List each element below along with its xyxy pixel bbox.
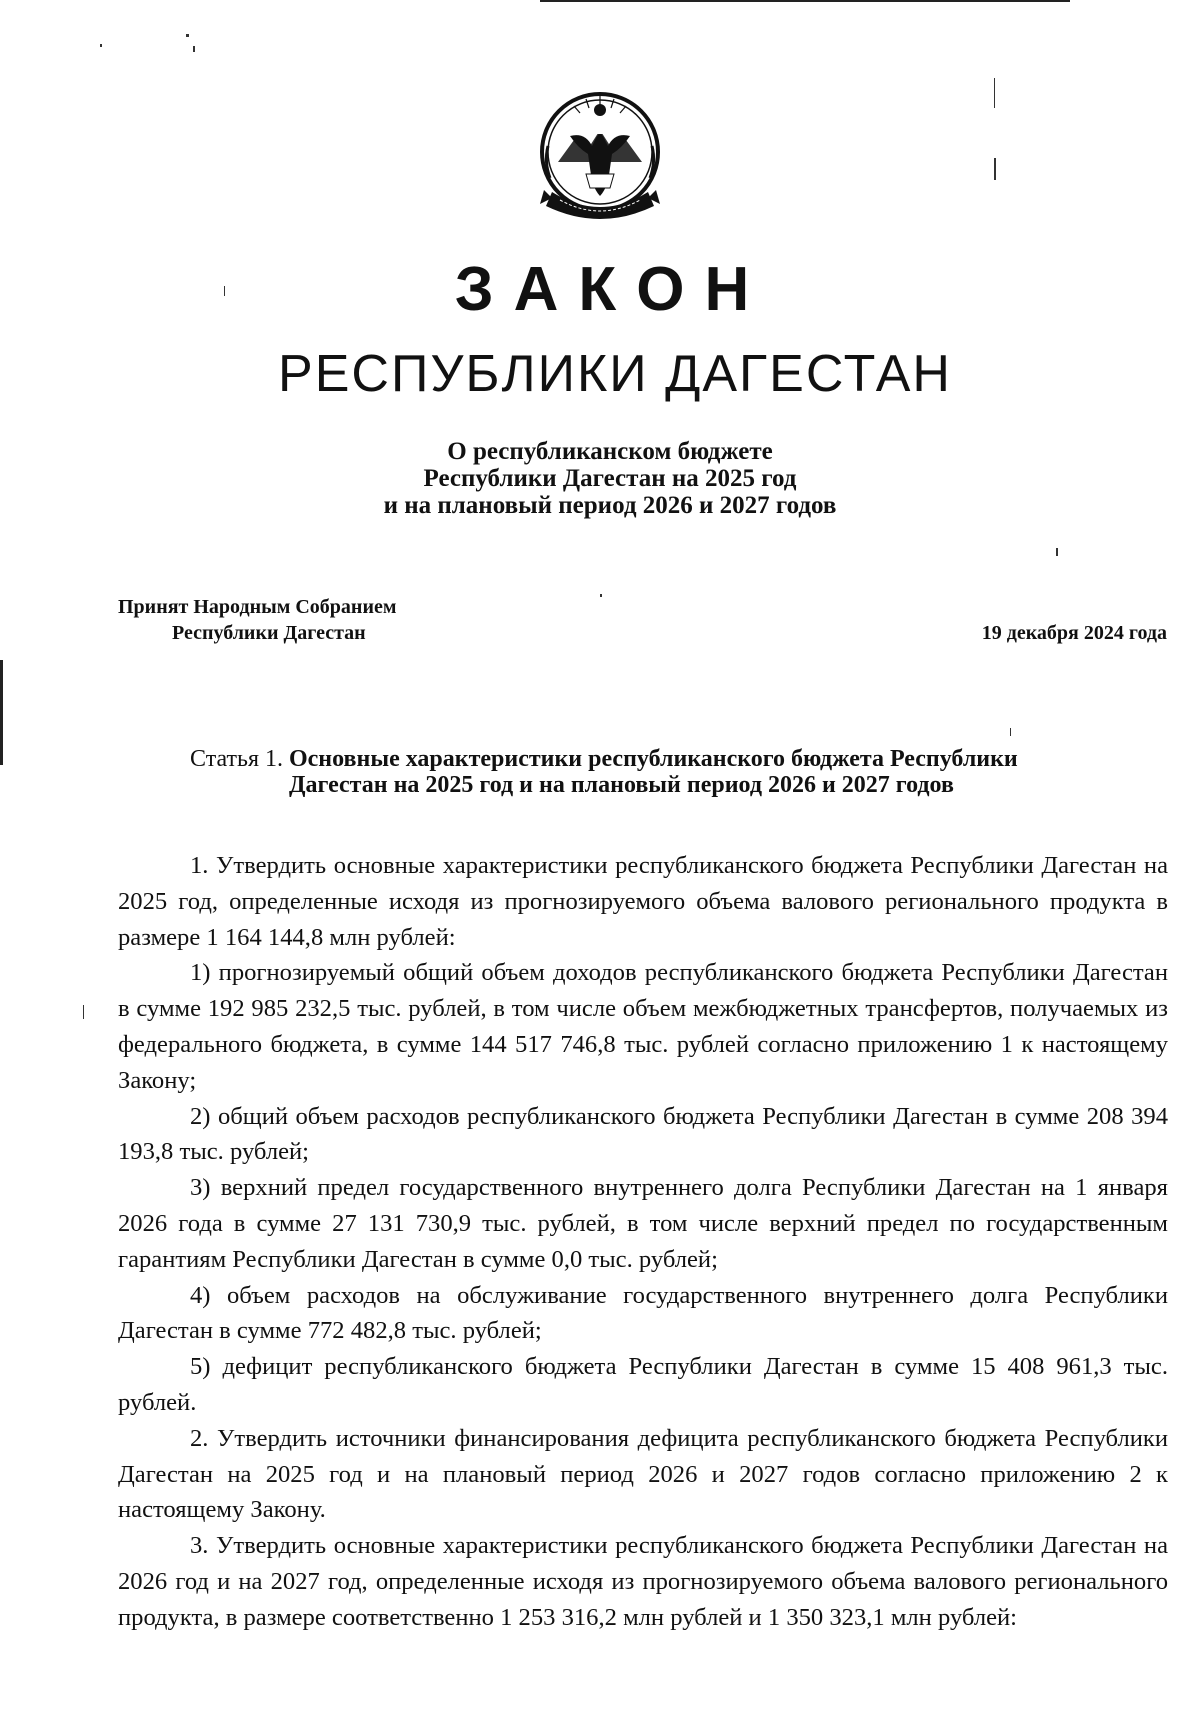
law-subject-line: и на плановый период 2026 и 2027 годов xyxy=(383,492,837,519)
adoption-line: Принят Народным Собранием xyxy=(118,596,397,618)
paragraph: 3) верхний предел государственного внутреннего долга Республики Дагестан на 1 января 2026 года в сумме 27 131 730,9 тыс. рублей, в том числе верхний предел по государственным гарантиям Республики Дагестан в сумме 0,0 тыс. рублей; xyxy=(118,1174,1168,1273)
law-subject-line: О республиканском бюджете xyxy=(447,438,773,465)
article-body xyxy=(118,848,1168,1636)
adoption-date: 19 декабря 2024 года xyxy=(981,622,1167,644)
paragraph: 4) объем расходов на обслуживание государственного внутреннего долга Республики Дагестан в сумме 772 482,8 тыс. рублей; xyxy=(118,1281,1168,1345)
paragraph: 2. Утвердить источники финансирования дефицита республиканского бюджета Республики Дагестан на 2025 год и на плановый период 2026 и 2027 годов согласно приложению 2 к настоящему Закону. xyxy=(118,1424,1168,1524)
coat-of-arms-emblem xyxy=(530,82,670,232)
scan-speck xyxy=(83,1005,84,1019)
law-title: ЗАКОН xyxy=(454,255,770,324)
paragraph: 1. Утвердить основные характеристики республиканского бюджета Республики Дагестан на 2025 год, определенные исходя из прогнозируемого объема валового регионального продукта в размере 1 164 144,8 млн рублей: xyxy=(118,852,1168,951)
paragraph: 5) дефицит республиканского бюджета Республики Дагестан в сумме 15 408 961,3 тыс. рублей. xyxy=(118,1353,1168,1416)
article-number: Статья 1. xyxy=(190,746,283,772)
law-subject xyxy=(0,438,1200,519)
scan-speck xyxy=(1056,548,1058,556)
adoption-line: Республики Дагестан xyxy=(172,622,366,644)
scan-edge-mark xyxy=(0,660,3,765)
scan-speck xyxy=(1010,728,1011,736)
article-heading xyxy=(190,746,1090,798)
scan-speck xyxy=(100,44,102,47)
scan-speck xyxy=(994,158,996,180)
article-title: Основные характеристики республиканского бюджета Республики Дагестан на 2025 год и на плановый период 2026 и 2027 годов xyxy=(288,746,1018,798)
scan-speck xyxy=(193,46,195,52)
law-subject-line: Республики Дагестан на 2025 год xyxy=(423,465,797,492)
paragraph: 3. Утвердить основные характеристики республиканского бюджета Республики Дагестан на 2026 год и на 2027 год, определенные исходя из прогнозируемого объема валового регионального продукта, в размере соответственно 1 253 316,2 млн рублей и 1 350 323,1 млн рублей: xyxy=(118,1532,1168,1631)
scan-speck xyxy=(994,78,995,108)
scan-speck xyxy=(186,34,189,37)
paragraph: 1) прогнозируемый общий объем доходов республиканского бюджета Республики Дагестан в сумме 192 985 232,5 тыс. рублей, в том числе объем межбюджетных трансфертов, получаемых из федерального бюджета, в сумме 144 517 746,8 тыс. рублей согласно приложению 1 к настоящему Закону; xyxy=(118,959,1168,1094)
adoption-statement xyxy=(118,594,396,646)
scan-speck xyxy=(600,594,602,597)
scan-edge-line xyxy=(540,0,1070,2)
paragraph: 2) общий объем расходов республиканского бюджета Республики Дагестан в сумме 208 394 193,8 тыс. рублей; xyxy=(118,1102,1168,1166)
republic-name: РЕСПУБЛИКИ ДАГЕСТАН xyxy=(278,345,952,403)
